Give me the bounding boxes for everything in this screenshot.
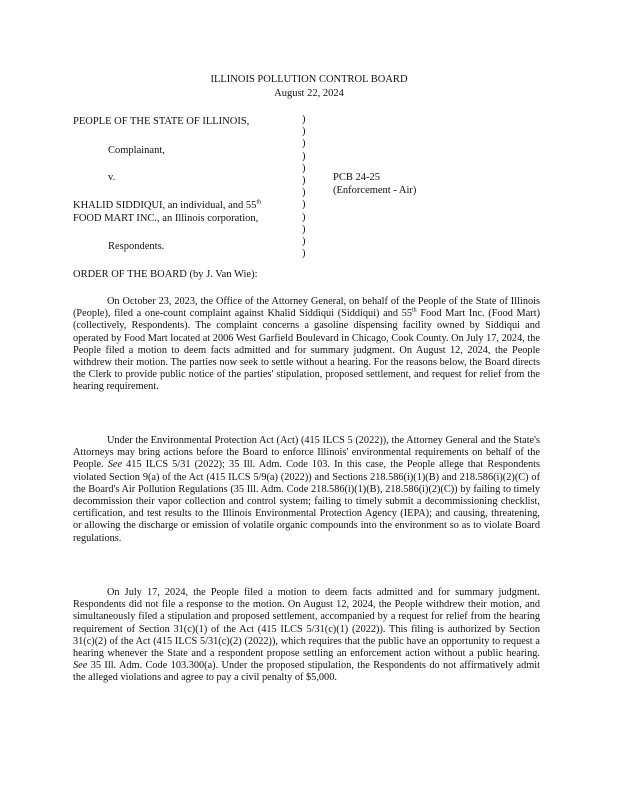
paragraph-1-text-a: On October 23, 2023, the Office of the Attorney General, on behalf of the People of the State of Illinois (People), filed a one-count complaint against Khalid Siddiqui (Siddiqui) and 55 bbox=[73, 296, 540, 320]
paragraph-3-text-b: 35 Ill. Adm. Code 103.300(a). Under the proposed stipulation, the Respondents do not affirmatively admit the alleged violations and agree to pay a civil penalty of $5,000. bbox=[73, 660, 540, 684]
caption-paren: ) bbox=[302, 174, 306, 186]
caption-paren: ) bbox=[302, 150, 306, 162]
caption-paren: ) bbox=[302, 199, 306, 211]
paragraph-2-see: See bbox=[107, 459, 123, 471]
defendant-line-2: FOOD MART INC., an Illinois corporation, bbox=[73, 213, 259, 224]
paragraph-1-text-b: Food Mart Inc. (Food Mart) (collectively, Respondents). The complaint concerns a gasoline dispensing facility owned by Siddiqui and operated by Food Mart located at 2006 West Garfield Boulevard in Chicago, Cook County. On July 17, 2024, the People filed a motion to deem facts admitted and for summary judgment. On August 12, 2024, the People withdrew their motion. The parties now seek to settle without a hearing. For the reasons below, the Board directs the Clerk to provide public notice of the parties' stipulation, proposed settlement, and request for relief from the hearing requirement. bbox=[73, 308, 540, 393]
order-heading: ORDER OF THE BOARD (by J. Van Wie): bbox=[73, 269, 258, 280]
paragraph-2-text-b: 415 ILCS 5/31 (2022); 35 Ill. Adm. Code 103. In this case, the People allege that Respondents violated Section 9(a) of the Act (415 ILCS 5/9(a) (2022)) and Sections 218.586(i)(1)(B) and 218.586(i)(2)(C) of the Board's Air Pollution Regulations (35 Ill. Adm. Code 218.586(i)(1)(B), 218.586(i)(2)(C)) by failing to timely decommission their vapor collection and control system; failing to timely submit a decommissioning checklist, certification, and test results to the Illinois Environmental Protection Agency (IEPA); and causing, threatening, or allowing the discharge or emission of volatile organic compounds into the environment so as to violate Board regulations. bbox=[73, 459, 540, 544]
paragraph-1-sup: th bbox=[412, 307, 417, 314]
caption-paren: ) bbox=[302, 211, 306, 223]
caption-paren: ) bbox=[302, 114, 306, 125]
board-title: ILLINOIS POLLUTION CONTROL BOARD bbox=[210, 74, 408, 85]
caption-paren: ) bbox=[302, 187, 306, 199]
paragraph-2-text-a: Under the Environmental Protection Act (Act) (415 ILCS 5 (2022)), the Attorney General and the State's Attorneys may bring actions before the Board to enforce Illinois' environmental requirements on behalf of the People. bbox=[73, 435, 540, 471]
caption-paren: ) bbox=[302, 138, 306, 150]
paragraph-1 bbox=[73, 296, 540, 394]
case-type: (Enforcement - Air) bbox=[333, 185, 417, 196]
defendant-line-1 bbox=[73, 199, 261, 212]
respondents-label: Respondents. bbox=[108, 241, 165, 252]
case-number: PCB 24-25 bbox=[333, 172, 380, 183]
caption-paren: ) bbox=[302, 223, 306, 235]
caption-parentheses bbox=[302, 114, 306, 260]
caption-paren: ) bbox=[302, 235, 306, 247]
plaintiff-name: PEOPLE OF THE STATE OF ILLINOIS, bbox=[73, 116, 250, 127]
paragraph-3-text-a: On July 17, 2024, the People filed a motion to deem facts admitted and for summary judgment. Respondents did not file a response to the motion. On August 12, 2024, the People withdrew their motion, and simultaneously filed a stipulation and proposed settlement, accompanied by a request for relief from the hearing requirement of Section 31(c)(1) of the Act (415 ILCS 5/31(c)(1) (2022)). This filing is authorized by Section 31(c)(2) of the Act (415 ILCS 5/31(c)(2) (2022)), which requires that the public have an opportunity to request a hearing whenever the State and a respondent propose settling an enforcement action without a public hearing. bbox=[73, 587, 540, 660]
caption-paren: ) bbox=[302, 248, 306, 260]
order-date: August 22, 2024 bbox=[274, 88, 344, 99]
complainant-label: Complainant, bbox=[108, 145, 165, 156]
paragraph-3 bbox=[73, 587, 540, 685]
caption-paren: ) bbox=[302, 126, 306, 138]
versus-label: v. bbox=[108, 172, 116, 183]
defendant-ordinal-sup: th bbox=[256, 199, 262, 206]
defendant-line-1-text: KHALID SIDDIQUI, an individual, and 55 bbox=[73, 200, 257, 211]
caption-paren: ) bbox=[302, 162, 306, 174]
paragraph-2 bbox=[73, 435, 540, 545]
paragraph-3-see: See bbox=[73, 660, 88, 672]
